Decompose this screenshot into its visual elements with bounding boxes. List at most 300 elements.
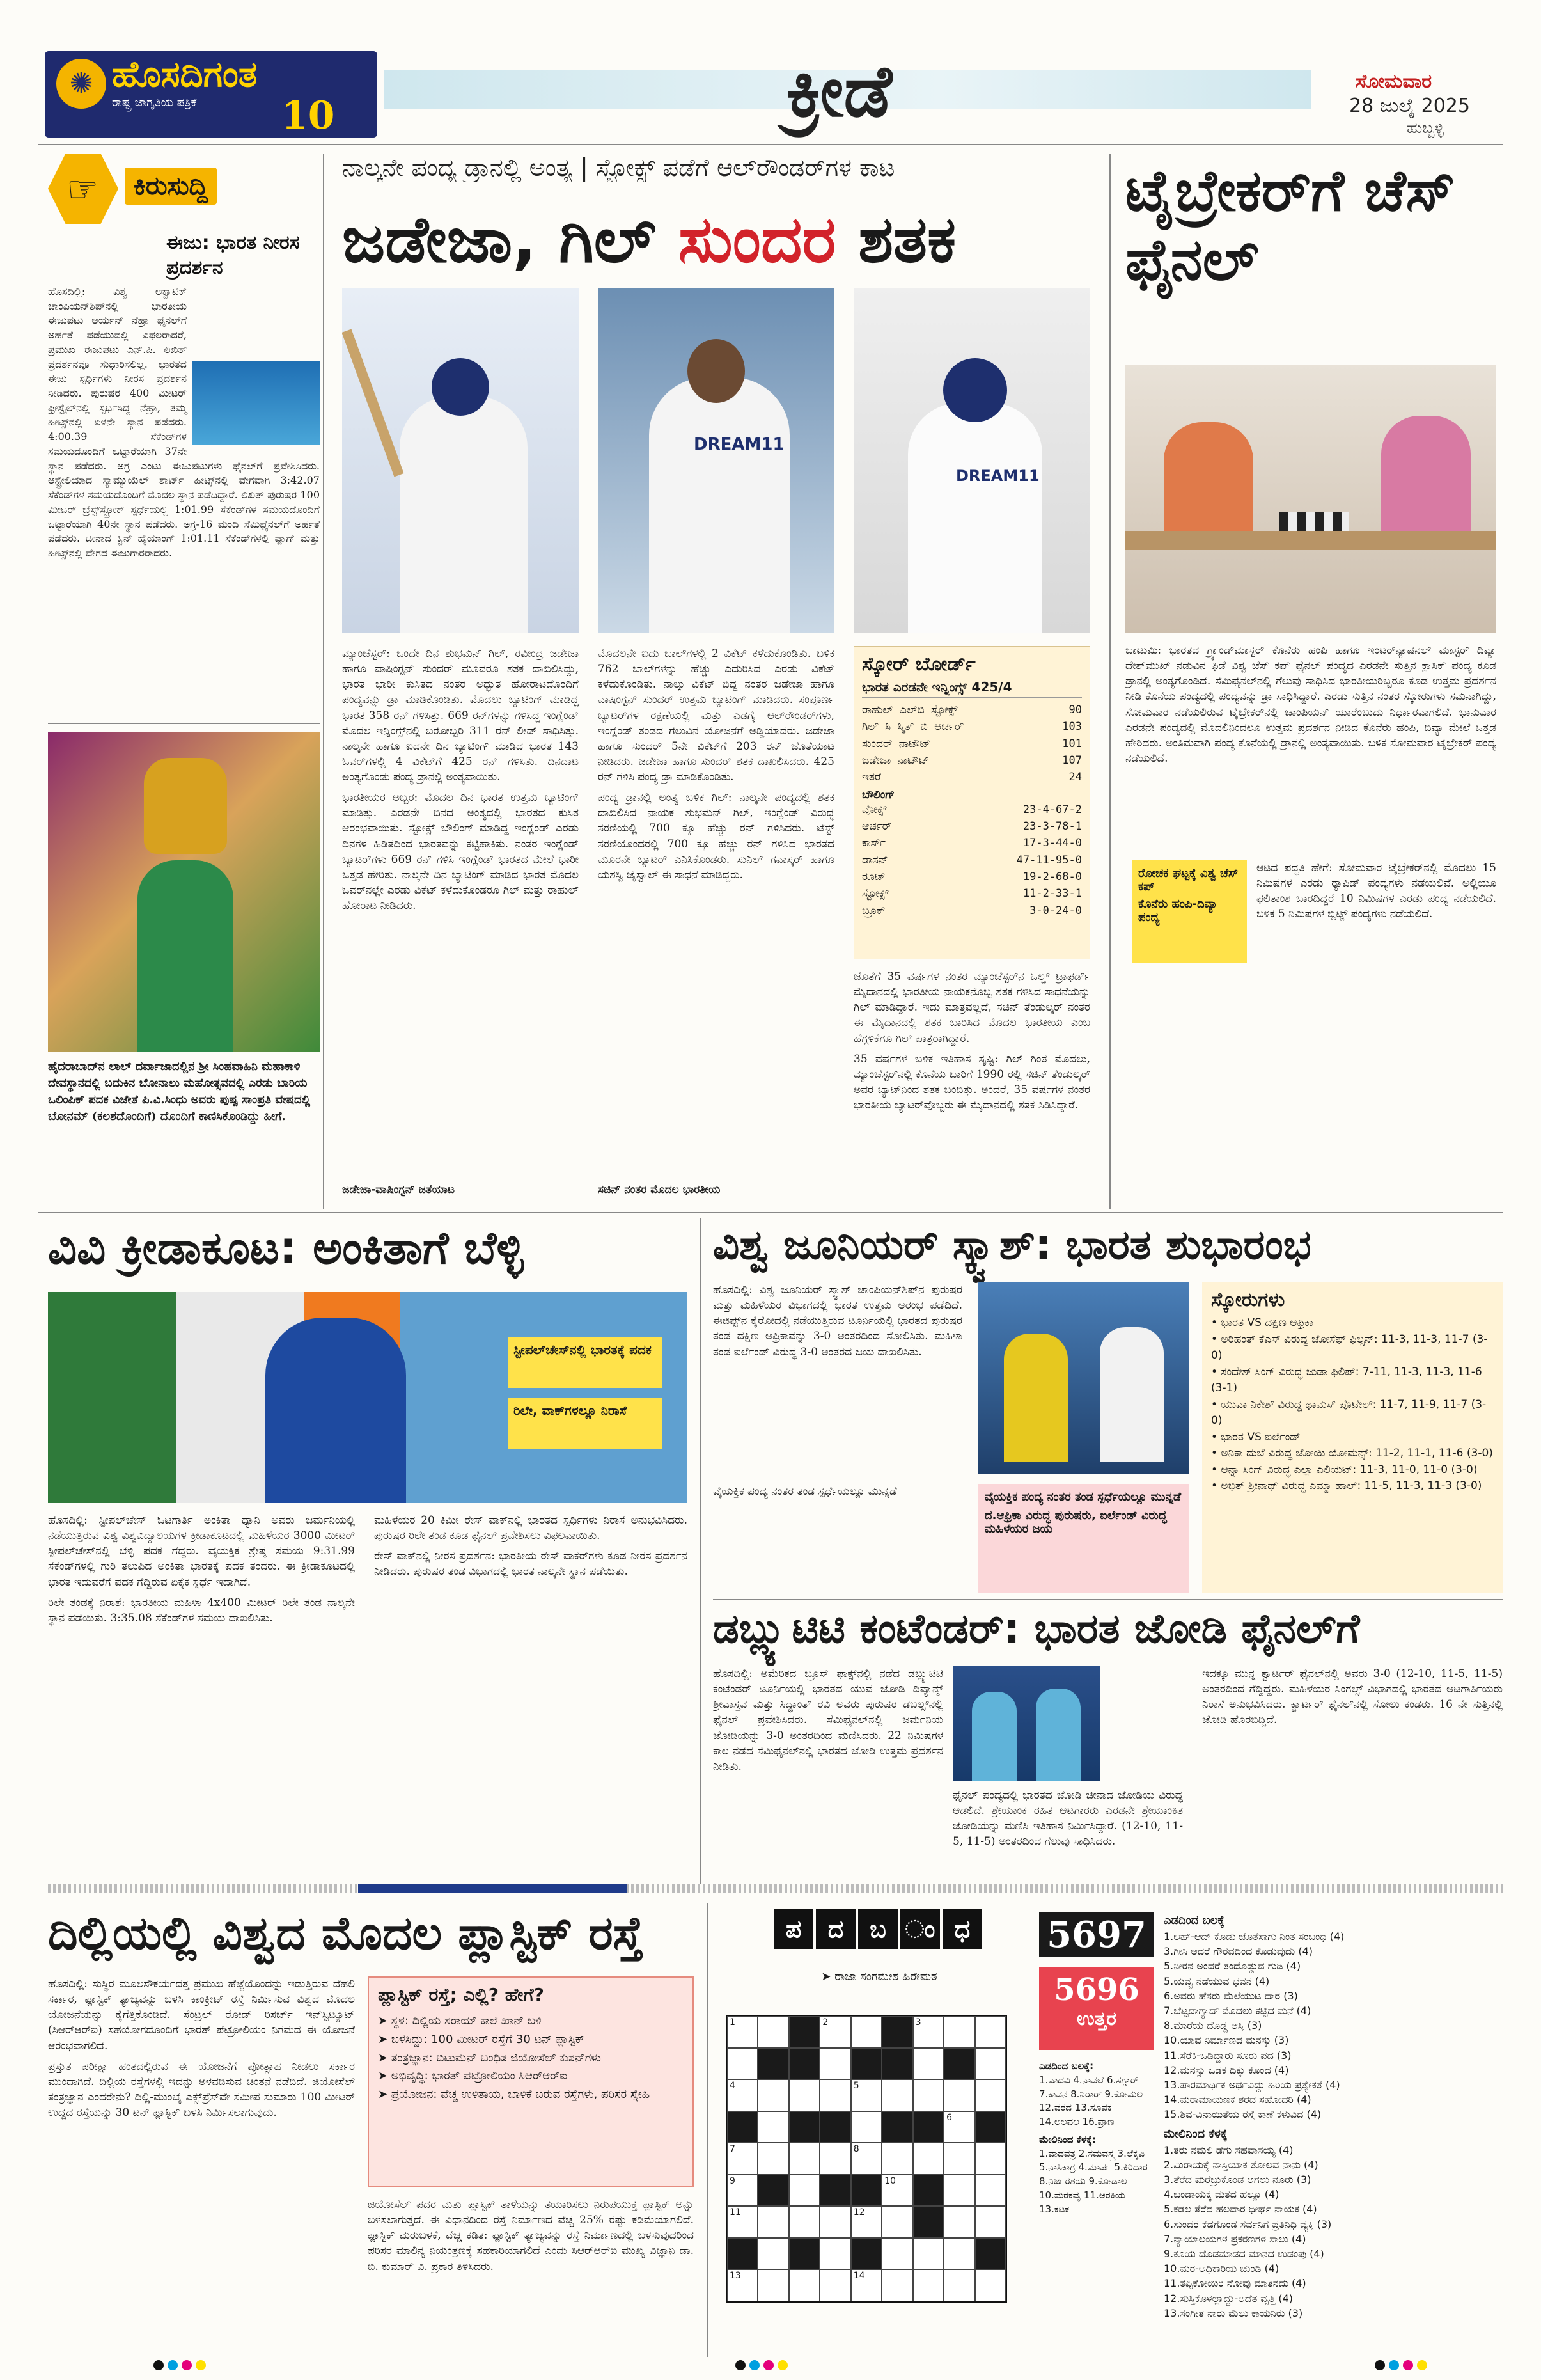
crossword-author	[774, 1970, 985, 1983]
crossword-number: 2	[822, 2017, 829, 2028]
squash-score-line: • ಅಭಿತ್ ಶ್ರೀನಾಥ್ ವಿರುದ್ಧ ಎಮ್ಮಾ ಹಾಲ್: 11-5, 11-3, 11-3 (3-0)	[1211, 1479, 1482, 1492]
score-row	[862, 736, 1082, 752]
crossword-block	[913, 2206, 944, 2238]
crossword-cell[interactable]	[975, 2079, 1006, 2111]
crossword-cell[interactable]	[944, 2079, 974, 2111]
chessboard	[1279, 512, 1349, 531]
clue-down: 9.ಕೂಯ ದೊಡಮಾಡದ ಮಾನದ ಉಡಂಪು (4)	[1164, 2247, 1324, 2260]
lead-headline-part1: ಜಡೇಜಾ, ಗಿಲ್	[342, 202, 656, 277]
helmet	[943, 358, 1007, 422]
brief-news-title: ಕಿರುಸುದ್ದಿ	[125, 168, 217, 205]
score-value: 23-4-67-2	[1022, 803, 1082, 816]
crossword-number: 12	[853, 2207, 865, 2218]
clue-down: 12.ಸುಸ್ತಿಕೊಳಲ್ಲಾದ್ದು-ಅದೆತ ವೃತ್ತಿ (4)	[1164, 2292, 1294, 2305]
player-left	[1164, 422, 1253, 531]
crossword-cell[interactable]	[913, 2269, 944, 2301]
crossword-cell[interactable]	[944, 2206, 974, 2238]
crossword-block	[913, 2111, 944, 2143]
crossword-cell[interactable]	[820, 2269, 850, 2301]
swim-story-text: ಹೊಸದಿಲ್ಲಿ: ವಿಶ್ವ ಅಕ್ವಾಟಿಕ್ ಚಾಂಪಿಯನ್‌ಶಿಪ್‌ನಲ್ಲಿ ಭಾರತೀಯ ಈಜುಪಟು ಆರ್ಯನ್ ನೆಹ್ರಾ ಫೈನಲ್‌ಗೆ ಅರ್ಹತೆ ಪಡೆಯುವಲ್ಲಿ ವಿಫಲರಾದರೆ, ಪ್ರಮುಖ ಈಜುಪಟು ಎನ್.ಪಿ. ಲಿಖಿತ್ ಪ್ರದರ್ಶನವೂ ಸುಧಾರಿಸಲಿಲ್ಲ. ಭಾರತದ ಈಜು ಸ್ಪರ್ಧಿಗಳು ನೀರಸ ಪ್ರದರ್ಶನ ನೀಡಿದರು. ಪುರುಷರ 400 ಮೀಟರ್ ಫ್ರೀಸ್ಟೈಲ್‌ನಲ್ಲಿ ಸ್ಪರ್ಧಿಸಿದ್ದ ನೆಹ್ರಾ, ತಮ್ಮ ಹೀಟ್ಸ್‌ನಲ್ಲಿ ಏಳನೇ ಸ್ಥಾನ ಪಡೆದರು. 4:00.39 ಸೆಕೆಂಡ್‌ಗಳ ಸಮಯದೊಂದಿಗೆ ಒಟ್ಟಾರೆಯಾಗಿ 37ನೇ ಸ್ಥಾನ ಪಡೆದರು. ಅಗ್ರ ಎಂಟು ಈಜುಪಟುಗಳು ಫೈನಲ್‌ಗೆ ಪ್ರವೇಶಿಸಿದರು. ಆಸ್ಟ್ರೇಲಿಯಾದ ಸ್ಯಾಮ್ಯುಯೆಲ್ ಶಾರ್ಟ್ ಹೀಟ್ಸ್‌ನಲ್ಲಿ ವೇಗವಾಗಿ 3:42.07 ಸೆಕೆಂಡ್‌ಗಳ ಸಮಯದೊಂದಿಗೆ ಮೊದಲ ಸ್ಥಾನ ಪಡೆದಿದ್ದಾರೆ. ಲಿಖಿತ್ ಪುರುಷರ 100 ಮೀಟರ್ ಬ್ರೆಸ್ಟ್‌ಸ್ಟ್ರೋಕ್ ಸ್ಪರ್ಧೆಯಲ್ಲಿ 1:01.99 ಸೆಕೆಂಡ್‌ಗಳ ಸಮಯದೊಂದಿಗೆ ಒಟ್ಟಾರೆಯಾಗಿ 40ನೇ ಸ್ಥಾನ ಪಡೆದರು. ಅಗ್ರ-16 ಮಂದಿ ಸೆಮಿಫೈನಲ್‌ಗೆ ಅರ್ಹತೆ ಪಡೆದರು. ಚೀನಾದ ಕ್ವಿನ್ ಹೈಯಾಂಗ್ 1:01.11 ಸೆಕೆಂಡ್‌ಗಳಲ್ಲಿ ಫ್ಲಾಗ್ ಮತ್ತು ಹೀಟ್ಸ್‌ನಲ್ಲಿ ವೇಗದ ಈಜುಗಾರರಾದರು.	[48, 285, 320, 559]
score-row	[862, 801, 1082, 818]
player-silhouette	[400, 397, 528, 633]
squash-scores-list	[1211, 1315, 1494, 1495]
crossword-cell[interactable]	[913, 2079, 944, 2111]
crossword-cell[interactable]	[727, 2269, 758, 2301]
puzzle-number: 5697	[1039, 1912, 1154, 1957]
crossword-number: 11	[730, 2207, 741, 2218]
clue-down: 4.ಬಂಡಾಯಕ್ಕ ಮತದ ಹಲ್ಲೂ (4)	[1164, 2188, 1279, 2201]
plastic-col2: ಜಿಯೋಸೆಲ್ ಪದರ ಮತ್ತು ಪ್ಲಾಸ್ಟಿಕ್ ತಾಳೆಯನ್ನು ತಯಾರಿಸಲು ನಿರುಪಯುಕ್ತ ಪ್ಲಾಸ್ಟಿಕ್ ಅನ್ನು ಬಳಸಲಾಗುತ್ತದೆ. ಈ ವಿಧಾನದಿಂದ ರಸ್ತೆ ನಿರ್ಮಾಣದ ವೆಚ್ಚ 25% ರಷ್ಟು ಕಡಿಮೆಯಾಗಲಿದೆ. ಪ್ಲಾಸ್ಟಿಕ್ ಮರುಬಳಕೆ, ವೆಚ್ಚ ಕಡಿತ: ಪ್ಲಾಸ್ಟಿಕ್ ತ್ಯಾಜ್ಯವನ್ನು ರಸ್ತೆ ನಿರ್ಮಾಣದಲ್ಲಿ ಬಳಸುವುದರಿಂದ ಪರಿಸರ ಮಾಲಿನ್ಯ ನಿಯಂತ್ರಣಕ್ಕೆ ಸಹಕಾರಿಯಾಗಲಿದೆ ಎಂದು ಸಿಆರ್‌ಆರ್‌ಐ ಮುಖ್ಯ ವಿಜ್ಞಾನಿ ಡಾ. ಬಿ. ಕುಮಾರ್ ವಿ. ಪ್ರಕಾರ ತಿಳಿಸಿದರು.	[368, 2198, 694, 2273]
squash-score-line: • ಅನಿಕಾ ದುಬೆ ವಿರುದ್ಧ ಜೋಯಿ ಯೋಮನ್ಸ್: 11-2, 11-1, 11-6 (3-0)	[1211, 1447, 1493, 1460]
crossword-number: 4	[730, 2081, 735, 2092]
crossword-cell[interactable]	[882, 2269, 912, 2301]
squash-score-line: • ಭಾರತ VS ಐರ್ಲೆಂಡ್	[1211, 1430, 1301, 1444]
plastic-box-list	[378, 2012, 684, 2104]
page-number: 10	[281, 93, 335, 138]
plastic-box-item: ➤ ಬಳಸಿದ್ದು: 100 ಮೀಟರ್ ರಸ್ತೆಗೆ 30 ಟನ್ ಪ್ಲಾಸ್ಟಿಕ್	[378, 2032, 584, 2046]
squash-scores-box	[1202, 1282, 1503, 1593]
crossword-cell[interactable]	[851, 2143, 882, 2175]
lead-headline-part2: ಸುಂದರ	[678, 202, 836, 277]
crossword-cell[interactable]	[758, 2079, 788, 2111]
crossword-block	[727, 2111, 758, 2143]
score-name: ವೋಕ್ಸ್	[862, 803, 887, 816]
wtt-col1: ಹೊಸದಿಲ್ಲಿ: ಅಮೆರಿಕದ ಬ್ರೂಸ್ ಫಾಕ್ಸ್‌ನಲ್ಲಿ ನಡೆದ ಡಬ್ಲ್ಯುಟಿಟಿ ಕಂಟೆಂಡರ್ ಟೂರ್ನಿಯಲ್ಲಿ ಭಾರತದ ಯುವ ಜೋಡಿ ದಿವ್ಯಾನ್ಶ್ ಶ್ರೀವಾಸ್ತವ ಮತ್ತು ಸಿದ್ಧಾಂತ್ ರವಿ ಅವರು ಪುರುಷರ ಡಬಲ್ಸ್‌ನಲ್ಲಿ ಫೈನಲ್ ಪ್ರವೇಶಿಸಿದರು. ಸೆಮಿಫೈನಲ್‌ನಲ್ಲಿ ಜರ್ಮನಿಯ ಜೋಡಿಯನ್ನು 3-0 ಅಂತರದಿಂದ ಮಣಿಸಿದರು. 22 ನಿಮಿಷಗಳ ಕಾಲ ನಡೆದ ಸೆಮಿಫೈನಲ್‌ನಲ್ಲಿ ಭಾರತದ ಜೋಡಿ ಉತ್ತಮ ಪ್ರದರ್ಶನ ನೀಡಿತು.	[713, 1667, 943, 1773]
answer-down-title: ಮೇಲಿನಿಂದ ಕೆಳಕ್ಕೆ:	[1039, 2133, 1096, 2145]
crossword-number: 7	[730, 2144, 735, 2155]
clue-down: 13.ಸಂಗೀತ ನಾರು ಮೆಲು ಕಾಯನಿರು (3)	[1164, 2306, 1303, 2319]
chess-headline: ಟೈಬ್ರೇಕರ್‌ಗೆ ಚೆಸ್ ಫೈನಲ್	[1125, 157, 1455, 294]
plastic-box-item: ➤ ಸ್ಥಳ: ದಿಲ್ಲಿಯ ಸರಾಯ್ ಕಾಲೆ ಖಾನ್ ಬಳಿ	[378, 2014, 542, 2028]
crossword-block	[789, 2238, 820, 2270]
squash-photo	[978, 1282, 1189, 1474]
score-value: 17-3-44-0	[1022, 837, 1082, 850]
clue-down: 7.ನ್ಯಾಯಾಲಯಗಳ ಪ್ರಕರಣಗಳ ಸಾಲು (4)	[1164, 2232, 1306, 2245]
crossword-cell[interactable]	[789, 2079, 820, 2111]
lead-col3	[854, 969, 1090, 1199]
crossword-cell[interactable]	[975, 2175, 1006, 2207]
crossword-cell[interactable]	[758, 2111, 788, 2143]
crossword-cell[interactable]	[758, 2143, 788, 2175]
squash-scores-title: ಸ್ಕೋರುಗಳು	[1211, 1289, 1285, 1311]
crossword-cell[interactable]	[789, 2206, 820, 2238]
score-value: 19-2-68-0	[1022, 871, 1082, 884]
crossword-cell[interactable]	[882, 2079, 912, 2111]
clue-down: 11.ತಪ್ಪಿಕೋಯಿರಿ ನೋವು ಮಾತಿನದು (4)	[1164, 2277, 1306, 2290]
crossword-cell[interactable]	[913, 2016, 944, 2048]
clue-across: 3.ಗೀಸಿ ಆದರೆ ಗೌರವದಿಂದ ಕೊಡುವುದು (4)	[1164, 1945, 1313, 1958]
crossword-title-letter: ಂ	[900, 1909, 940, 1949]
athletics-tag1: ಸ್ಟೀಪಲ್‌ಚೇಸ್‌ನಲ್ಲಿ ಭಾರತಕ್ಕೆ ಪದಕ	[513, 1342, 652, 1357]
score-name: ಆರ್ಚರ್	[862, 820, 892, 833]
crossword-block	[727, 2238, 758, 2270]
score-value: 3-0-24-0	[1029, 904, 1082, 917]
athletics-headline: ವಿವಿ ಕ್ರೀಡಾಕೂಟ: ಅಂಕಿತಾಗೆ ಬೆಳ್ಳಿ	[48, 1222, 524, 1274]
crossword-clues	[1164, 1912, 1503, 2321]
player-right	[1381, 416, 1471, 531]
athletics-p1: ಹೊಸದಿಲ್ಲಿ: ಸ್ಟೀಪಲ್‌ಚೇಸ್ ಓಟಗಾರ್ತಿ ಅಂಕಿತಾ ಧ್ಯಾನಿ ಅವರು ಜರ್ಮನಿಯಲ್ಲಿ ನಡೆಯುತ್ತಿರುವ ವಿಶ್ವ ವಿಶ್ವವಿದ್ಯಾಲಯಗಳ ಕ್ರೀಡಾಕೂಟದಲ್ಲಿ ಮಹಿಳೆಯರ 3000 ಮೀಟರ್ ಸ್ಟೀಪಲ್‌ಚೇಸ್‌ನಲ್ಲಿ ಬೆಳ್ಳಿ ಪದಕ ಗೆದ್ದರು. ವೈಯಕ್ತಿಕ ಶ್ರೇಷ್ಠ ಸಮಯ 9:31.99 ಸೆಕೆಂಡ್‌ಗಳಲ್ಲಿ ಗುರಿ ತಲುಪಿದ ಅಂಕಿತಾ ಭಾರತಕ್ಕೆ ಪದಕ ತಂದರು. ಈ ಕ್ರೀಡಾಕೂಟದಲ್ಲಿ ಭಾರತ ಇದುವರೆಗೆ ಪದಕ ಗೆದ್ದಿರುವ ಏಕೈಕ ಸ್ಪರ್ಧೆ ಇದಾಗಿದೆ.	[48, 1514, 355, 1589]
squash-body: ಹೊಸದಿಲ್ಲಿ: ವಿಶ್ವ ಜೂನಿಯರ್ ಸ್ಕ್ವಾಶ್ ಚಾಂಪಿಯನ್‌ಶಿಪ್‌ನ ಪುರುಷರ ಮತ್ತು ಮಹಿಳೆಯರ ವಿಭಾಗದಲ್ಲಿ ಭಾರತ ಉತ್ತಮ ಆರಂಭ ಪಡೆದಿದೆ. ಈಜಿಪ್ಟ್‌ನ ಕೈರೋದಲ್ಲಿ ನಡೆಯುತ್ತಿರುವ ಟೂರ್ನಿಯಲ್ಲಿ ಭಾರತದ ಪುರುಷರ ತಂಡ ದಕ್ಷಿಣ ಆಫ್ರಿಕಾವನ್ನು 3-0 ಅಂತರದಿಂದ ಸೋಲಿಸಿತು. ಮಹಿಳಾ ತಂಡ ಐರ್ಲೆಂಡ್ ವಿರುದ್ಧ 3-0 ಅಂತರದ ಜಯ ದಾಖಲಿಸಿತು.	[713, 1284, 962, 1359]
crossword-cell[interactable]	[758, 2238, 788, 2270]
score-name: ಕಾರ್ಸ್	[862, 837, 886, 850]
crossword-number: 3	[915, 2017, 921, 2028]
clue-across: 7.ಬೆಟ್ಟದಾಗ್ಯಾದ್ ಮೊದಲು ಕಟ್ಟಿದ ಮನೆ (4)	[1164, 2005, 1311, 2017]
crossword-cell[interactable]	[975, 2016, 1006, 2048]
crossword-cell[interactable]	[820, 2048, 850, 2080]
crossword-block	[820, 2111, 850, 2143]
crossword-cell[interactable]	[944, 2238, 974, 2270]
clue-across: 12.ಮನಸ್ಸು ಒಡಕ ದಿಕ್ಕು ಕೊಂದ (4)	[1164, 2063, 1289, 2076]
athletics-tag2: ರಿಲೇ, ವಾಕ್‌ಗಳಲ್ಲೂ ನಿರಾಸೆ	[513, 1403, 627, 1418]
score-name: ರಾಹುಲ್ ಎಲ್‌ಬಿ ಸ್ಟೋಕ್ಸ್	[862, 704, 958, 716]
clue-down: 1.ತರು ನಮಲಿ ಡೆಗು ಸಹವಾಸಯ್ಯ (4)	[1164, 2143, 1294, 2156]
crossword-number: 1	[730, 2017, 735, 2028]
clue-across: 15.ಶಿವ-ವಿನಾಯಿತೆಯ ರಸ್ತೆ ಕಾಣೆ ಕಳುವಿದ (4)	[1164, 2108, 1322, 2121]
clue-down: 6.ಸುಂದರ ಕೆಡಗೊಂಡ ಸರ್ವನಿಗ ಪ್ರತಿನಿಧಿ ವ್ಯಕ್ತಿ (3)	[1164, 2218, 1332, 2230]
bowling-label: ಬೌಲಿಂಗ್	[862, 788, 895, 801]
crossword-block	[789, 2016, 820, 2048]
crossword-block	[758, 2048, 788, 2080]
crossword-block	[975, 2111, 1006, 2143]
plastic-headline: ದಿಲ್ಲಿಯಲ್ಲಿ ವಿಶ್ವದ ಮೊದಲ ಪ್ಲಾಸ್ಟಿಕ್ ರಸ್ತೆ	[48, 1906, 643, 1960]
crossword-cell[interactable]	[851, 2269, 882, 2301]
score-name: ರೂಟ್	[862, 871, 886, 884]
crossword-cell[interactable]	[944, 2111, 974, 2143]
crossword-grid	[726, 2015, 1007, 2303]
clue-down: 2.ಮಿರಾಯಕ್ಕೆ ನಾಸ್ತಿಯಾಕ ತೋಲವ ನಾನು (4)	[1164, 2158, 1318, 2171]
helmet	[432, 358, 489, 416]
divider	[700, 1218, 701, 1884]
crossword-cell[interactable]	[975, 2143, 1006, 2175]
squash-headline: ವಿಶ್ವ ಜೂನಿಯರ್ ಸ್ಕ್ವಾಶ್: ಭಾರತ ಶುಭಾರಂಭ	[713, 1222, 1311, 1269]
crossword-cell[interactable]	[882, 2206, 912, 2238]
divider	[1109, 154, 1111, 1209]
chess-highlight-box	[1132, 860, 1247, 963]
sundar-photo	[854, 288, 1090, 633]
scoreboard	[854, 646, 1090, 959]
bowling-table	[862, 801, 1082, 919]
crossword-cell[interactable]	[975, 2206, 1006, 2238]
crossword-block	[975, 2238, 1006, 2270]
crossword-number: 9	[730, 2175, 735, 2186]
crossword-cell[interactable]	[975, 2269, 1006, 2301]
clue-across: 10.ಯಾವ ನಿರ್ಮಾಣದ ಮನಸ್ಸು (3)	[1164, 2034, 1289, 2047]
athletics-tag1-box	[508, 1337, 662, 1388]
clues-down-list	[1164, 2143, 1503, 2321]
crossword-block	[789, 2111, 820, 2143]
divider	[323, 154, 324, 1209]
squash-body2: ವೈಯಕ್ತಿಕ ಪಂದ್ಯ ನಂತರ ತಂಡ ಸ್ಪರ್ಧೆಯಲ್ಲೂ ಮುನ್ನಡೆ	[713, 1485, 897, 1498]
crossword-block	[882, 2016, 912, 2048]
crossword-cell[interactable]	[882, 2238, 912, 2270]
score-row	[862, 885, 1082, 902]
print-registration-marks	[153, 2360, 206, 2370]
crossword-cell[interactable]	[882, 2175, 912, 2207]
wtt-headline: ಡಬ್ಲ್ಯುಟಿಟಿ ಕಂಟೆಂಡರ್: ಭಾರತ ಜೋಡಿ ಫೈನಲ್‌ಗೆ	[713, 1605, 1360, 1653]
pointing-hand-icon: ☞	[66, 169, 99, 210]
crossword-cell[interactable]	[727, 2175, 758, 2207]
squash-highlight-box	[978, 1484, 1189, 1593]
clue-down: 10.ಮರ-ಅಧಿಕಾರಿಯ ಚುಂಡಿ (4)	[1164, 2262, 1279, 2275]
section-accent	[358, 1884, 627, 1893]
crossword-cell[interactable]	[851, 2206, 882, 2238]
score-row	[862, 769, 1082, 785]
score-name: ಗಿಲ್ ಸಿ ಸ್ಮಿತ್ ಬಿ ಆರ್ಚರ್	[862, 720, 964, 734]
wtt-col3: ಇದಕ್ಕೂ ಮುನ್ನ ಕ್ವಾರ್ಟರ್ ಫೈನಲ್‌ನಲ್ಲಿ ಅವರು 3-0 (12-10, 11-5, 11-5) ಅಂತರದಿಂದ ಗೆದ್ದಿದ್ದರು. ಮಹಿಳೆಯರ ಸಿಂಗಲ್ಸ್ ವಿಭಾಗದಲ್ಲಿ ಭಾರತದ ಆಟಗಾರ್ತಿಯರು ನಿರಾಸೆ ಅನುಭವಿಸಿದರು. ಕ್ವಾರ್ಟರ್ ಫೈನಲ್‌ನಲ್ಲಿ ಸೋಲು ಕಂಡರು. 16 ನೇ ಸುತ್ತಿನಲ್ಲಿ ಜೋಡಿ ಹೊರಬಿದ್ದಿದೆ.	[1202, 1667, 1503, 1727]
athletics-col2	[374, 1513, 687, 1871]
plastic-p1: ಹೊಸದಿಲ್ಲಿ: ಸುಸ್ಥಿರ ಮೂಲಸೌಕರ್ಯದತ್ತ ಪ್ರಮುಖ ಹೆಜ್ಜೆಯೊಂದನ್ನು ಇಡುತ್ತಿರುವ ದೆಹಲಿ ಸರ್ಕಾರ, ಪ್ಲಾಸ್ಟಿಕ್ ತ್ಯಾಜ್ಯವನ್ನು ಬಳಸಿ ಕಾಂಕ್ರೀಟ್ ರಸ್ತೆ ನಿರ್ಮಿಸುವ ವಿಶ್ವದ ಮೊದಲ ಯೋಜನೆಯನ್ನು ಕೈಗೆತ್ತಿಕೊಂಡಿದೆ. ಸೆಂಟ್ರಲ್ ರೋಡ್ ರಿಸರ್ಚ್ ಇನ್‌ಸ್ಟಿಟ್ಯೂಟ್ (ಸಿಆರ್‌ಆರ್‌ಐ) ಸಹಯೋಗದೊಂದಿಗೆ ಭಾರತ್ ಪೆಟ್ರೋಲಿಯಂ ನಿಗಮದ ಈ ಯೋಜನೆ ಆರಂಭವಾಗಲಿದೆ.	[48, 1978, 355, 2053]
edition-city: ಹುಬ್ಬಳ್ಳಿ	[1407, 119, 1444, 137]
crossword-block	[789, 2048, 820, 2080]
crossword-cell[interactable]	[975, 2048, 1006, 2080]
crossword-author-name: ರಾಜಾ ಸಂಗಮೇಶ ಹಿರೇಮಠ	[834, 1970, 937, 1983]
gill-photo	[598, 288, 834, 633]
lead-headline	[342, 202, 1097, 277]
jersey-sponsor: DREAM11	[956, 467, 1040, 485]
crossword-cell[interactable]	[758, 2206, 788, 2238]
person-silhouette	[137, 860, 233, 1052]
logo-tagline: ರಾಷ್ಟ್ರ ಜಾಗೃತಿಯ ಪತ್ರಿಕೆ	[112, 96, 197, 109]
crossword-cell[interactable]	[851, 2079, 882, 2111]
wtt-col2: ಫೈನಲ್ ಪಂದ್ಯದಲ್ಲಿ ಭಾರತದ ಜೋಡಿ ಚೀನಾದ ಜೋಡಿಯ ವಿರುದ್ಧ ಆಡಲಿದೆ. ಶ್ರೇಯಾಂಕ ರಹಿತ ಆಟಗಾರರು ಎರಡನೇ ಶ್ರೇಯಾಂಕಿತ ಜೋಡಿಯನ್ನು ಮಣಿಸಿ ಇತಿಹಾಸ ನಿರ್ಮಿಸಿದ್ದಾರೆ. (12-10, 11-5, 11-5) ಅಂತರದಿಂದ ಗೆಲುವು ಸಾಧಿಸಿದರು.	[953, 1789, 1183, 1848]
answer-badge	[1039, 1967, 1154, 2050]
crossword-cell[interactable]	[758, 2016, 788, 2048]
crossword-block	[944, 2048, 974, 2080]
crossword-block	[882, 2111, 912, 2143]
score-row	[862, 718, 1082, 735]
score-value: 90	[1068, 704, 1082, 716]
crossword-block	[820, 2175, 850, 2207]
athletics-p2: ರಿಲೇ ತಂಡಕ್ಕೆ ನಿರಾಶೆ: ಭಾರತೀಯ ಮಹಿಳಾ 4x400 ಮೀಟರ್ ರಿಲೇ ತಂಡ ನಾಲ್ಕನೇ ಸ್ಥಾನ ಪಡೆಯಿತು. 3:35.08 ಸೆಕೆಂಡ್‌ಗಳ ಸಮಯ ದಾಖಲಿಸಿತು.	[48, 1596, 355, 1625]
player-right	[1100, 1327, 1164, 1462]
section-title: ಕ್ರೀಡೆ	[786, 50, 893, 133]
squash-highlight-1: ವೈಯಕ್ತಿಕ ಪಂದ್ಯ ನಂತರ ತಂಡ ಸ್ಪರ್ಧೆಯಲ್ಲೂ ಮುನ್ನಡೆ	[985, 1490, 1182, 1504]
scoreboard-title: ಸ್ಕೋರ್ ಬೋರ್ಡ್	[862, 653, 976, 675]
clue-across: 11.ಸೆರೆಕಿ-ಒಡಿದ್ದಾರು ಸೂರು ಪದ (3)	[1164, 2049, 1292, 2061]
squash-score-line: • ಆನ್ನಾ ಸಿಂಗ್ ವಿರುದ್ಧ ಎಲ್ಲಾ ಎಲಿಯಟ್: 11-3, 11-0, 11-0 (3-0)	[1211, 1463, 1478, 1476]
lead-col3-p2: 35 ವರ್ಷಗಳ ಬಳಿಕ ಇತಿಹಾಸ ಸೃಷ್ಟಿ: ಗಿಲ್ ಗಿಂತ ಮೊದಲು, ಮ್ಯಾಂಚೆಸ್ಟರ್‌ನಲ್ಲಿ ಕೊನೆಯ ಬಾರಿಗೆ 1990 ರಲ್ಲಿ ಸಚಿನ್ ತೆಂಡುಲ್ಕರ್ ಅವರ ಬ್ಯಾಟ್‌ನಿಂದ ಶತಕ ಬಂದಿತ್ತು. ಅಂದರೆ, 35 ವರ್ಷಗಳ ನಂತರ ಭಾರತೀಯ ಬ್ಯಾಟರ್‌ವೊಬ್ಬರು ಈ ಮೈದಾನದಲ್ಲಿ ಶತಕ ಸಿಡಿಸಿದ್ದಾರೆ.	[854, 1052, 1090, 1112]
crossword-cell[interactable]	[820, 2143, 850, 2175]
date-day: ಸೋಮವಾರ	[1356, 70, 1432, 93]
squash-score-line: • ಭಾರತ VS ದಕ್ಷಿಣ ಆಫ್ರಿಕಾ	[1211, 1316, 1313, 1329]
plastic-p2: ಪ್ರಸ್ತುತ ಪರೀಕ್ಷಾ ಹಂತದಲ್ಲಿರುವ ಈ ಯೋಜನೆಗೆ ಪ್ರೋತ್ಸಾಹ ನೀಡಲು ಸರ್ಕಾರ ಮುಂದಾಗಿದೆ. ದಿಲ್ಲಿಯ ರಸ್ತೆಗಳಲ್ಲಿ ಇದನ್ನು ಅಳವಡಿಸುವ ಚಿಂತನೆ ನಡೆದಿದೆ. ಜಿಯೋಸೆಲ್ ತಂತ್ರಜ್ಞಾನ ಎಂದರೇನು? ದಿಲ್ಲಿ-ಮುಂಬೈ ಎಕ್ಸ್‌ಪ್ರೆಸ್‌ವೇ ಸಮೀಪ ಸುಮಾರು 100 ಮೀಟರ್ ಉದ್ದದ ರಸ್ತೆಯನ್ನು 30 ಟನ್ ಪ್ಲಾಸ್ಟಿಕ್ ಬಳಸಿ ನಿರ್ಮಿಸಲಾಗುವುದು.	[48, 2060, 355, 2119]
batting-table	[862, 702, 1082, 786]
lead-col2	[598, 646, 834, 1202]
crossword-cell[interactable]	[913, 2048, 944, 2080]
crossword-cell[interactable]	[789, 2143, 820, 2175]
bonam-pot	[144, 758, 227, 854]
lead-col2-p2: ಪಂದ್ಯ ಡ್ರಾನಲ್ಲಿ ಅಂತ್ಯ ಬಳಿಕ ಗಿಲ್: ನಾಲ್ಕನೇ ಪಂದ್ಯದಲ್ಲಿ ಶತಕ ದಾಖಲಿಸಿದ ನಾಯಕ ಶುಭಮನ್ ಗಿಲ್, ಇಂಗ್ಲೆಂಡ್ ವಿರುದ್ಧ ಸರಣಿಯಲ್ಲಿ 700 ಕ್ಕೂ ಹೆಚ್ಚು ರನ್ ಗಳಿಸಿದರು. ಟೆಸ್ಟ್ ಸರಣಿಯೊಂದರಲ್ಲಿ 700 ಕ್ಕೂ ಹೆಚ್ಚು ರನ್ ಗಳಿಸಿದ ಭಾರತದ ಮೂರನೇ ಬ್ಯಾಟರ್ ಎನಿಸಿಕೊಂಡರು. ಸುನಿಲ್ ಗವಾಸ್ಕರ್ ಹಾಗೂ ಯಶಸ್ವಿ ಜೈಸ್ವಾಲ್ ಈ ಸಾಧನೆ ಮಾಡಿದ್ದರು.	[598, 791, 834, 881]
crossword-cell[interactable]	[727, 2206, 758, 2238]
score-value: 47-11-95-0	[1016, 853, 1082, 867]
clue-across: 14.ಮರಾಮಾಯಣಕ ಶರದ ಸಹೋದರಿ (4)	[1164, 2093, 1311, 2106]
crossword-block	[851, 2238, 882, 2270]
crossword-cell[interactable]	[727, 2143, 758, 2175]
lead-col1-sub: ಜಡೇಜಾ-ವಾಷಿಂಗ್ಟನ್ ಜತೆಯಾಟ	[342, 1183, 455, 1196]
squash-score-line: • ಯುವಾ ನಿಕೇಶ್ ವಿರುದ್ಧ ಥಾಮಸ್ ಪೊಟೇಲ್: 11-7, 11-9, 11-7 (3-0)	[1211, 1398, 1487, 1427]
crossword-block	[913, 2175, 944, 2207]
lamp-icon: ✺	[56, 59, 106, 109]
athlete-silhouette	[265, 1318, 406, 1503]
score-row	[862, 752, 1082, 769]
crossword-cell[interactable]	[820, 2238, 850, 2270]
lead-col1	[342, 646, 579, 1202]
sindhu-caption: ಹೈದರಾಬಾದ್‌ನ ಲಾಲ್ ದರ್ವಾಜಾದಲ್ಲಿನ ಶ್ರೀ ಸಿಂಹವಾಹಿನಿ ಮಹಾಕಾಳಿ ದೇವಸ್ಥಾನದಲ್ಲಿ ಬದುಕಿನ ಬೋನಾಲು ಮಹೋತ್ಸವದಲ್ಲಿ ಎರಡು ಬಾರಿಯ ಒಲಿಂಪಿಕ್ ಪದಕ ವಿಜೇತೆ ಪಿ.ವಿ.ಸಿಂಧು ಅವರು ಪುಷ್ಪ ಸಾಂಪ್ರತಿ ವೇಷದಲ್ಲಿ ಬೋನಮ್ (ಕಲಶದೊಂದಿಗೆ) ದೊಂದಿಗೆ ಕಾಣಿಸಿಕೊಂಡಿದ್ದು ಹೀಗೆ.	[48, 1060, 311, 1124]
score-value: 101	[1062, 737, 1082, 750]
wtt-photo	[953, 1666, 1100, 1781]
clue-across: 13.ಪಾರಮಾರ್ಥಿಕ ಅರ್ಥವಿದ್ದು ಹಿರಿಯ ಪ್ರತ್ಯೇಕತೆ (4)	[1164, 2078, 1340, 2091]
clues-across-list	[1164, 1929, 1503, 2122]
crossword-title-letter: ಧ	[943, 1909, 982, 1949]
masthead	[0, 0, 1541, 141]
crossword-cell[interactable]	[727, 2016, 758, 2048]
answer-across: 1.ವಾದವಿ 4.ನಾವಲೆ 6.ಸಗ್ಗಾರ್ 7.ಕಾವನ 8.ನಿರಾರ್ 9.ಕೋಮಲ 12.ವರದ 13.ಸೂಪಕ 14.ಅಲಪಲ 16.ಪ್ರಾಣ	[1039, 2074, 1143, 2127]
lead-headline-part3: ಶತಕ	[858, 202, 957, 277]
score-name: ಸುಂದರ್ ನಾಟೌಟ್	[862, 737, 931, 750]
plastic-box-item: ➤ ಅಭಿವೃದ್ಧಿ: ಭಾರತ್ ಪೆಟ್ರೋಲಿಯಂ ಸಿಆರ್‌ಆರ್‌ಐ	[378, 2069, 568, 2083]
lead-col3-p1: ಜೊತೆಗೆ 35 ವರ್ಷಗಳ ನಂತರ ಮ್ಯಾಂಚೆಸ್ಟರ್‌ನ ಓಲ್ಡ್ ಟ್ರಾಫರ್ಡ್ ಮೈದಾನದಲ್ಲಿ ಭಾರತೀಯ ನಾಯಕನೊಬ್ಬ ಶತಕ ಗಳಿಸಿದ ಸಾಧನೆಯನ್ನು ಗಿಲ್ ಮಾಡಿದ್ದಾರೆ. ಇದು ಮಾತ್ರವಲ್ಲದೆ, ಸಚಿನ್ ತೆಂಡುಲ್ಕರ್ ನಂತರ ಈ ಮೈದಾನದಲ್ಲಿ ಶತಕ ಬಾರಿಸಿದ ಮೊದಲ ಭಾರತೀಯ ಎಂಬ ಹೆಗ್ಗಳಿಕೆಗೂ ಗಿಲ್ ಪಾತ್ರರಾಗಿದ್ದಾರೆ.	[854, 970, 1090, 1045]
jadeja-photo	[342, 288, 579, 633]
answer-down: 1.ವಾದಪತ್ರ 2.ಸಮವಸ್ತ್ರ 3.ಲೆಕ್ಕವಿ 5.ನಾಸಿಕಾಗ್ರ 4.ಮಾರ್ಪ 5.ಕಿರಿದಾರ 8.ನಿರ್ಜರಶಯ 9.ಕೋಡಾಲ 10.ಮರಕವೃ 11.ಆರಕಿಯ 13.ಕಟಕ	[1039, 2147, 1148, 2215]
lead-col2-p1: ಮೊದಲನೇ ಐದು ಬಾಲ್‌ಗಳಲ್ಲಿ 2 ವಿಕೆಟ್ ಕಳೆದುಕೊಂಡಿತು. ಬಳಿಕ 762 ಬಾಲ್‌ಗಳನ್ನು ಹೆಚ್ಚು ಎದುರಿಸಿದ ಎರಡು ವಿಕೆಟ್ ಕಳೆದುಕೊಂಡಿತು. ನಾಲ್ಕು ವಿಕೆಟ್ ಬಿದ್ದ ನಂತರ ಜಡೇಜಾ ಹಾಗೂ ವಾಷಿಂಗ್ಟನ್ ಸುಂದರ್ ಉತ್ತಮ ಬ್ಯಾಟಿಂಗ್ ಮಾಡಿದರು. ಸಂಪೂರ್ಣ ಬ್ಯಾಟರ್‌ಗಳ ರಕ್ಷಣೆಯಲ್ಲಿ ಮತ್ತು ಎಡಗೈ ಆಲ್‌ರೌಂಡರ್‌ಗಳು, ಇಂಗ್ಲೆಂಡ್ ತಂಡದ ಗೆಲುವಿನ ಯೋಜನೆಗೆ ಅಡ್ಡಿಯಾದರು. ಜಡೇಜಾ ಹಾಗೂ ಸುಂದರ್ 5ನೇ ವಿಕೆಟ್‌ಗೆ 203 ರನ್ ಜೊತೆಯಾಟ ನೀಡಿದರು. ಜಡೇಜಾ ಹಾಗೂ ಸುಂದರ್ ಶತಕ ದಾಖಲಿಸಿದರು. 425 ರನ್ ಗಳಿಸಿ ಪಂದ್ಯ ಡ್ರಾ ಮಾಡಿಕೊಂಡಿತು.	[598, 647, 834, 784]
swimming-pool-photo	[192, 361, 320, 445]
plastic-box-item: ➤ ತಂತ್ರಜ್ಞಾನ: ಬಿಟುಮೆನ್ ಬಂಧಿತ ಜಿಯೋಸೆಲ್ ಕುಶನ್‌ಗಳು	[378, 2051, 601, 2065]
crossword-cell[interactable]	[820, 2079, 850, 2111]
plastic-info-box	[368, 1976, 694, 2187]
crossword-cell[interactable]	[758, 2269, 788, 2301]
crossword-cell[interactable]	[851, 2111, 882, 2143]
score-name: ಡಾಸನ್	[862, 853, 888, 867]
player-head	[687, 339, 745, 403]
score-name: ಇತರೆ	[862, 771, 881, 784]
score-value: 23-3-78-1	[1022, 820, 1082, 833]
player-right	[1036, 1689, 1081, 1781]
chess-body: ಬಾಟುಮಿ: ಭಾರತದ ಗ್ರ್ಯಾಂಡ್‌ಮಾಸ್ಟರ್ ಕೊನೆರು ಹಂಪಿ ಹಾಗೂ ಇಂಟರ್‌ನ್ಯಾಷನಲ್ ಮಾಸ್ಟರ್ ದಿವ್ಯಾ ದೇಶ್‌ಮುಖ್ ನಡುವಿನ ಫಿಡೆ ವಿಶ್ವ ಚೆಸ್ ಕಪ್ ಫೈನಲ್ ಪಂದ್ಯದ ಎರಡನೇ ಸುತ್ತಿನ ಕ್ಲಾಸಿಕ್ ಪಂದ್ಯ ಕೂಡ ಡ್ರಾನಲ್ಲಿ ಅಂತ್ಯಗೊಂಡಿದೆ. ಸೆಮಿಫೈನಲ್‌ನಲ್ಲಿ ಗೆಲುವು ಸಾಧಿಸಿದ ಭಾರತೀಯರಿಬ್ಬರೂ ಕೂಡ ಉತ್ತಮ ಪ್ರದರ್ಶನ ನೀಡಿ ಕೊನೆಯ ಪಂದ್ಯದಲ್ಲಿ ಪಂದ್ಯವನ್ನು ಡ್ರಾ ಸಾಧಿಸಿದ್ದಾರೆ. ಎರಡು ಸುತ್ತಿನ ನಂತರ ಸ್ಕೋರುಗಳು ಸಮನಾಗಿದ್ದು, ಸೋಮವಾರ ನಡೆಯಲಿರುವ ಟೈಬ್ರೇಕರ್‌ನಲ್ಲಿ ಚಾಂಪಿಯನ್ ಯಾರೆಂಬುದು ನಿರ್ಧಾರವಾಗಲಿದೆ. ಭಾನುವಾರ ಎರಡನೇ ಪಂದ್ಯದಲ್ಲಿ ಮೊದಲಿನಿಂದಲೂ ಉತ್ತಮ ಪ್ರದರ್ಶನ ನೀಡಿದ ಕೊನೆರು ಹಂಪಿ, ದಿವ್ಯಾ ಮೇಲೆ ಒತ್ತಡ ಹೇರಿದರು. ಅಂತಿಮವಾಗಿ ಪಂದ್ಯ ಕೊನೆಯಲ್ಲಿ ಡ್ರಾನಲ್ಲಿ ಅಂತ್ಯವಾಯಿತು. ಬಳಿಕ ಸೋಮವಾರ ಟೈಬ್ರೇಕರ್ ಪಂದ್ಯ ನಡೆಯಲಿದೆ.	[1125, 644, 1496, 765]
crossword-title-letter: ಬ	[858, 1909, 898, 1949]
divider	[38, 144, 1503, 145]
crossword-cell[interactable]	[820, 2016, 850, 2048]
crossword-cell[interactable]	[913, 2238, 944, 2270]
newspaper-logo: ಹೊಸದಿಗಂತ	[112, 54, 258, 95]
clues-down-title: ಮೇಲಿನಿಂದ ಕೆಳಕ್ಕೆ	[1164, 2127, 1228, 2141]
answer-label: ಉತ್ತರ	[1076, 2008, 1117, 2030]
chess-players-photo	[1125, 365, 1496, 633]
crossword-cell[interactable]	[820, 2206, 850, 2238]
score-name: ಸ್ಟೋಕ್ಸ್	[862, 887, 889, 901]
plastic-col1	[48, 1976, 355, 2354]
score-value: 103	[1062, 720, 1082, 734]
crossword-cell[interactable]	[727, 2048, 758, 2080]
crossword-cell[interactable]	[789, 2175, 820, 2207]
crossword-cell[interactable]	[851, 2016, 882, 2048]
score-row	[862, 869, 1082, 885]
crossword-title-letter: ದ	[816, 1909, 856, 1949]
score-name: ಬ್ರೂಕ್	[862, 904, 886, 917]
crossword-cell[interactable]	[789, 2269, 820, 2301]
divider	[713, 1599, 1503, 1600]
clue-across: 1.ಅಹ್-ಆದ್ ಕೊಡು ಜೊತೆಸಾಗು ನಿಂತ ಸಂಬಂಧ (4)	[1164, 1930, 1345, 1943]
chess-highlight-2: ಕೊನೆರು ಹಂಪಿ-ದಿವ್ಯಾ ಪಂದ್ಯ	[1138, 897, 1218, 924]
divider	[38, 1212, 1503, 1213]
sindhu-bonalu-photo	[48, 732, 320, 1052]
scoreboard-subtitle: ಭಾರತ ಎರಡನೇ ಇನ್ನಿಂಗ್ಸ್ 425/4	[862, 679, 1082, 698]
athletics-p3: ಮಹಿಳೆಯರ 20 ಕಿಮೀ ರೇಸ್ ವಾಕ್‌ನಲ್ಲಿ ಭಾರತದ ಸ್ಪರ್ಧಿಗಳು ನಿರಾಸೆ ಅನುಭವಿಸಿದರು. ಪುರುಷರ ರಿಲೇ ತಂಡ ಕೂಡ ಫೈನಲ್ ಪ್ರವೇಶಿಸಲು ವಿಫಲವಾಯಿತು.	[374, 1514, 687, 1543]
lead-col1-p1: ಮ್ಯಾಂಚೆಸ್ಟರ್: ಒಂದೇ ದಿನ ಶುಭಮನ್ ಗಿಲ್, ರವೀಂದ್ರ ಜಡೇಜಾ ಹಾಗೂ ವಾಷಿಂಗ್ಟನ್ ಸುಂದರ್ ಮೂವರೂ ಶತಕ ದಾಖಲಿಸಿದ್ದು, ಭಾರತ ಭಾರೀ ಕುಸಿತದ ನಂತರ ಅದ್ಭುತ ಹೋರಾಟದೊಂದಿಗೆ ಪಂದ್ಯವನ್ನು ಡ್ರಾ ಮಾಡಿಕೊಂಡಿತು. ಮೊದಲು ಬ್ಯಾಟಿಂಗ್ ಮಾಡಿದ್ದ ಭಾರತ 358 ರನ್ ಗಳಿಸಿತ್ತು. 669 ರನ್‌ಗಳನ್ನು ಗಳಿಸಿದ್ದ ಇಂಗ್ಲೆಂಡ್ ಮೊದಲ ಇನ್ನಿಂಗ್ಸ್‌ನಲ್ಲಿ ಬರೋಬ್ಬರಿ 311 ರನ್ ಲೀಡ್ ಸಾಧಿಸಿತ್ತು. ನಾಲ್ಕನೇ ಹಾಗೂ ಐದನೇ ದಿನ ಬ್ಯಾಟಿಂಗ್ ಮಾಡಿದ ಭಾರತ 143 ಓವರ್‌ಗಳಲ್ಲಿ 4 ವಿಕೆಟ್‌ಗೆ 425 ರನ್ ಗಳಿಸಿತು. ದಿನದಾಟ ಅಂತ್ಯಗೊಂಡು ಪಂದ್ಯ ಡ್ರಾನಲ್ಲಿ ಅಂತ್ಯವಾಯಿತು.	[342, 647, 579, 784]
crossword-number: 10	[884, 2175, 896, 2186]
player-left	[1004, 1334, 1068, 1462]
squash-highlight-2: ದ.ಆಫ್ರಿಕಾ ವಿರುದ್ಧ ಪುರುಷರು, ಐರ್ಲೆಂಡ್ ವಿರುದ್ಧ ಮಹಿಳೆಯರ ಜಯ	[985, 1509, 1167, 1536]
crossword-cell[interactable]	[944, 2143, 974, 2175]
score-value: 11-2-33-1	[1022, 887, 1082, 901]
bat	[342, 329, 404, 477]
crossword-block	[851, 2048, 882, 2080]
clue-across: 8.ಮಾರೆಯ ದೊಡ್ಡ ಆಸ್ತಿ (3)	[1164, 2019, 1262, 2032]
crossword-number: 8	[853, 2144, 859, 2155]
crossword-number: 14	[853, 2271, 865, 2281]
answer-number: 5696	[1054, 1972, 1139, 2008]
date: 28 ಜುಲೈ 2025	[1349, 95, 1470, 117]
section-separator	[48, 1884, 1503, 1893]
lead-kicker: ನಾಲ್ಕನೇ ಪಂದ್ಯ ಡ್ರಾನಲ್ಲಿ ಅಂತ್ಯ | ಸ್ಟೋಕ್ಸ್ ಪಡೆಗೆ ಆಲ್‌ರೌಂಡರ್‌ಗಳ ಕಾಟ	[342, 154, 895, 182]
player-silhouette	[649, 377, 790, 633]
crossword-title-letters	[774, 1909, 982, 1954]
score-value: 107	[1062, 754, 1082, 768]
score-row	[862, 852, 1082, 869]
plastic-box-item: ➤ ಪ್ರಯೋಜನ: ವೆಚ್ಚ ಉಳಿತಾಯ, ಬಾಳಿಕೆ ಬರುವ ರಸ್ತೆಗಳು, ಪರಿಸರ ಸ್ನೇಹಿ	[378, 2088, 650, 2102]
athletics-tag2-box	[508, 1398, 662, 1449]
swim-headline: ಈಜು: ಭಾರತ ನೀರಸ ಪ್ರದರ್ಶನ	[166, 232, 300, 279]
crossword-title-block	[774, 1909, 985, 1954]
print-registration-marks	[1375, 2360, 1427, 2370]
crossword-cell[interactable]	[882, 2143, 912, 2175]
jersey-sponsor: DREAM11	[694, 435, 785, 454]
answer-text	[1039, 2060, 1154, 2216]
clues-across-title: ಎಡದಿಂದ ಬಲಕ್ಕೆ	[1164, 1914, 1224, 1927]
arrow-icon: ➤	[821, 1970, 835, 1983]
clue-across: 5.ನೀರನ ಅಂದರೆ ತಂದೊಡ್ಡುವ ಗುಡಿ (4)	[1164, 1960, 1301, 1973]
athletics-col1	[48, 1513, 355, 1871]
player-left	[972, 1692, 1017, 1781]
crossword-cell[interactable]	[944, 2016, 974, 2048]
score-value: 24	[1068, 771, 1082, 784]
crossword-block	[882, 2048, 912, 2080]
score-name: ಜಡೇಜಾ ನಾಟೌಟ್	[862, 754, 930, 768]
lead-col1-p2: ಭಾರತೀಯರ ಅಬ್ಬರ: ಮೊದಲ ದಿನ ಭಾರತ ಉತ್ತಮ ಬ್ಯಾಟಿಂಗ್ ಮಾಡಿತ್ತು. ಎರಡನೇ ದಿನದ ಅಂತ್ಯದಲ್ಲಿ ಭಾರತದ ಕುಸಿತ ಆರಂಭವಾಯಿತು. ಸ್ಟೋಕ್ಸ್ ಬೌಲಿಂಗ್ ಮಾಡಿದ್ದ ಇಂಗ್ಲೆಂಡ್ ಎರಡು ದಿನಗಳ ಹಿಡಿತದಿಂದ ಭಾರತವನ್ನು ಕಟ್ಟಿಹಾಕಿತು. ನಂತರ ಇಂಗ್ಲೆಂಡ್ ಬ್ಯಾಟರ್‌ಗಳು 669 ರನ್ ಗಳಿಸಿ ಇಂಗ್ಲೆಂಡ್ ಭಾರತದ ಮೇಲೆ ಭಾರೀ ಒತ್ತಡ ಹೇರಿತು. ನಾಲ್ಕನೇ ದಿನ ಬ್ಯಾಟಿಂಗ್ ಮಾಡಿದ ಭಾರತ ಮೊದಲ ಓವರ್‌ನಲ್ಲೇ ಎರಡು ವಿಕೆಟ್ ಕಳೆದುಕೊಂಡರೂ ಗಿಲ್ ಮತ್ತು ರಾಹುಲ್ ಹೋರಾಟ ನೀಡಿದರು.	[342, 791, 579, 912]
player-silhouette	[908, 403, 1042, 633]
divider	[707, 1903, 708, 2357]
answer-across-title: ಎಡದಿಂದ ಬಲಕ್ಕೆ:	[1039, 2060, 1094, 2072]
chess-highlight-1: ರೋಚಕ ಘಟ್ಟಕ್ಕೆ ವಿಶ್ವ ಚೆಸ್ ಕಪ್	[1138, 867, 1239, 894]
lead-col2-sub: ಸಚಿನ್ ನಂತರ ಮೊದಲ ಭಾರತೀಯ	[598, 1183, 721, 1196]
clue-down: 5.ಕಡಲ ತೆರೆದ ಹಲವಾರ ಧೀರ್ಘ ನಾಯಕ (4)	[1164, 2203, 1317, 2216]
plastic-box-title: ಪ್ಲಾಸ್ಟಿಕ್ ರಸ್ತೆ; ಎಲ್ಲಿ? ಹೇಗೆ?	[378, 1984, 544, 2005]
swim-story	[48, 285, 320, 720]
crossword-number: 6	[946, 2112, 953, 2123]
clue-across: 6.ಅವರು ಹೆಸರು ಮೆಲೆಯುಟ ದಾರ (3)	[1164, 1989, 1298, 2002]
divider	[48, 723, 320, 724]
crossword-title-letter: ಪ	[774, 1909, 813, 1949]
crossword-number: 13	[730, 2271, 741, 2281]
crossword-block	[758, 2175, 788, 2207]
crossword-cell[interactable]	[944, 2269, 974, 2301]
crossword-cell[interactable]	[913, 2143, 944, 2175]
score-row	[862, 902, 1082, 919]
crossword-cell[interactable]	[727, 2079, 758, 2111]
score-row	[862, 818, 1082, 835]
crossword-number: 5	[853, 2081, 859, 2092]
clue-across: 5.ಯವ್ವ ನಡೆಯುವ ಭವನ (4)	[1164, 1974, 1270, 1987]
crossword-cell[interactable]	[944, 2175, 974, 2207]
